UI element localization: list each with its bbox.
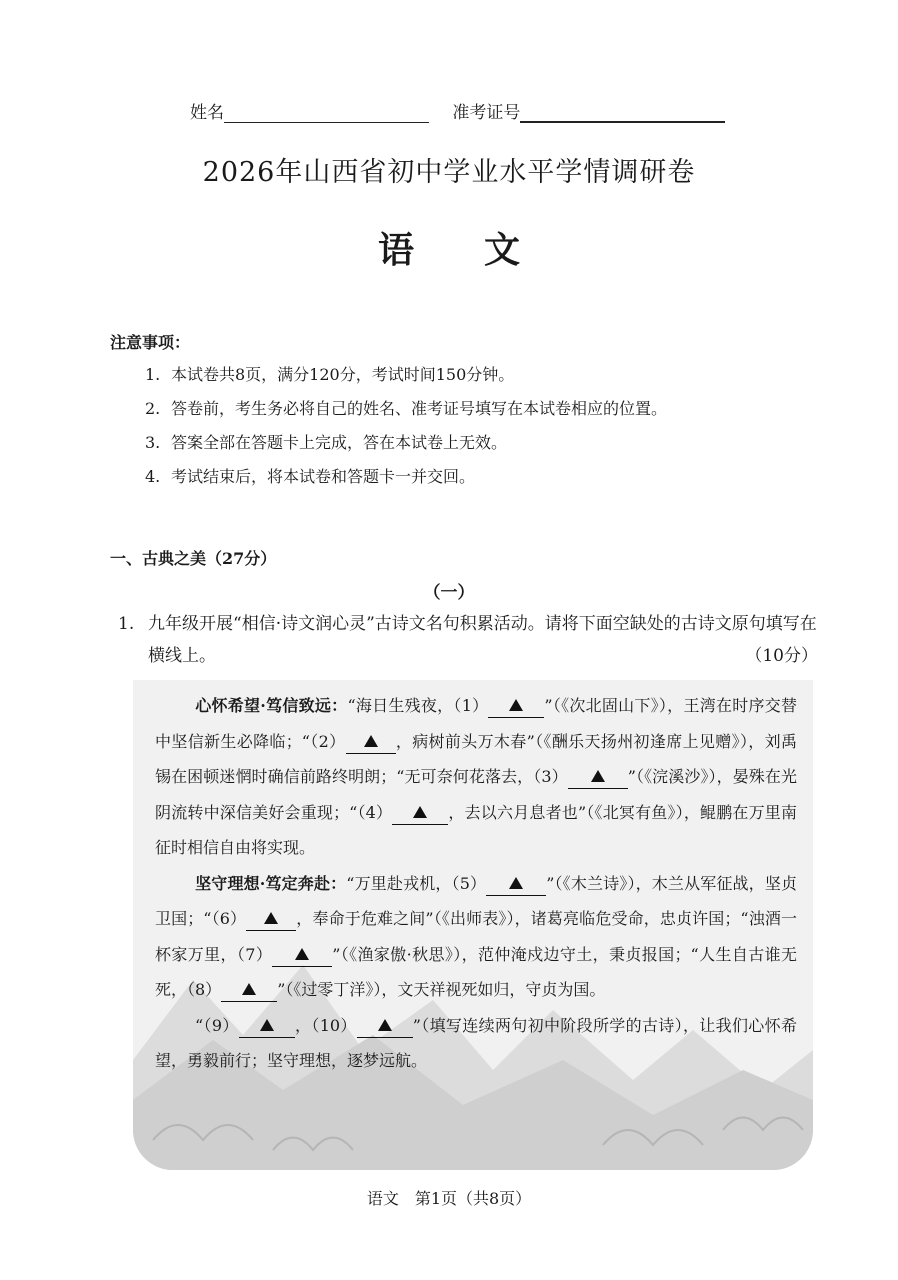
triangle-icon xyxy=(295,948,309,960)
question-1 xyxy=(118,608,818,672)
passage-text: “万里赴戎机，（5） xyxy=(346,873,487,893)
notes-heading: 注意事项： xyxy=(110,333,191,352)
triangle-icon xyxy=(378,1019,392,1031)
note-text: 考试结束后，将本试卷和答题卡一并交回。 xyxy=(171,467,476,486)
answer-blank-3[interactable] xyxy=(568,766,628,789)
note-number: 2. xyxy=(145,399,161,418)
page-footer: 语文 第1页（共8页） xyxy=(366,1189,532,1208)
note-number: 1. xyxy=(145,365,161,384)
triangle-icon xyxy=(591,770,605,782)
passage-text: ，病树前头万木春”（《酬乐天扬州初逢席上见赠》），刘禹锡在困顿迷惘时确信前路终明朗；“无可奈何花落去，（3） xyxy=(155,731,797,786)
passage-text: ”（《木兰诗》），木兰从军征战，坚贞卫国；“（6） xyxy=(155,873,797,928)
note-number: 4. xyxy=(145,467,161,486)
triangle-icon xyxy=(264,912,278,924)
triangle-icon xyxy=(413,806,427,818)
answer-blank-10[interactable] xyxy=(357,1015,413,1038)
paragraph-1-title: 心怀希望·笃信致远： xyxy=(195,696,348,715)
note-item xyxy=(145,460,667,494)
passage-text: ，去以六月息者也”（《北冥有鱼》），鲲鹏在万里南征时相信自由将实现。 xyxy=(155,802,797,857)
answer-blank-1[interactable] xyxy=(488,695,544,718)
exam-title: 2026年山西省初中学业水平学情调研卷 xyxy=(202,157,696,188)
passage-text: ”（《浣溪沙》），晏殊在光阴流转中深信美好会重现；“（4） xyxy=(155,767,797,822)
passage-text: “海日生残夜，（1） xyxy=(347,696,489,715)
answer-blank-9[interactable] xyxy=(239,1015,295,1038)
notes-list xyxy=(145,358,667,494)
answer-blank-4[interactable] xyxy=(392,802,448,825)
triangle-icon xyxy=(509,877,523,889)
exam-id-label: 准考证号 xyxy=(452,103,521,123)
passage-text: “（9） xyxy=(195,1015,239,1035)
question-score: （10分） xyxy=(745,646,818,666)
note-text: 本试卷共8页，满分120分，考试时间150分钟。 xyxy=(171,365,515,384)
note-item xyxy=(145,358,667,392)
passage-text: ”（《渔家傲·秋思》），范仲淹戍边守土，秉贞报国；“人生自古谁无死，（8） xyxy=(155,944,797,999)
passage-text: ”（填写连续两句初中阶段所学的古诗），让我们心怀希望，勇毅前行；坚守理想，逐梦远航。 xyxy=(155,1015,797,1070)
passage-text: ”（《次北固山下》），王湾在时序交替中坚信新生必降临；“（2） xyxy=(155,696,797,751)
answer-blank-5[interactable] xyxy=(486,873,546,896)
note-text: 答卷前，考生务必将自己的姓名、准考证号填写在本试卷相应的位置。 xyxy=(171,399,668,418)
answer-blank-2[interactable] xyxy=(346,731,396,754)
section-heading: 一、古典之美（27分） xyxy=(110,549,277,568)
answer-blank-8[interactable] xyxy=(221,979,277,1002)
triangle-icon xyxy=(260,1019,274,1031)
note-text: 答案全部在答题卡上完成，答在本试卷上无效。 xyxy=(171,433,508,452)
answer-blank-7[interactable] xyxy=(272,944,332,967)
triangle-icon xyxy=(509,699,523,711)
part-label: （一） xyxy=(423,583,475,603)
passage-text: ”（《过零丁洋》），文天祥视死如归，守贞为国。 xyxy=(277,980,606,999)
triangle-icon xyxy=(242,983,256,995)
question-number: 1. xyxy=(118,614,135,634)
passage-box xyxy=(133,680,813,1170)
passage-text: ，奉命于危难之间”（《出师表》），诸葛亮临危受命，忠贞许国；“浊酒一杯家万里，（7） xyxy=(155,909,797,964)
paragraph-2-title: 坚守理想·笃定奔赴： xyxy=(195,873,347,893)
answer-blank-6[interactable] xyxy=(246,908,296,931)
note-item xyxy=(145,392,667,426)
triangle-icon xyxy=(364,735,378,747)
name-field[interactable] xyxy=(224,102,429,123)
note-item xyxy=(145,426,667,460)
question-text: 九年级开展“相信·诗文润心灵”古诗文名句积累活动。请将下面空缺处的古诗文原句填写在横线上。 xyxy=(148,614,817,666)
subject-title: 语文 xyxy=(377,229,590,271)
note-number: 3. xyxy=(145,433,161,452)
name-label: 姓名 xyxy=(190,103,224,123)
passage-text: ，（10） xyxy=(294,1015,357,1035)
candidate-info-line xyxy=(190,98,725,123)
exam-id-field[interactable] xyxy=(520,101,725,123)
poetry-passage xyxy=(155,688,797,1079)
